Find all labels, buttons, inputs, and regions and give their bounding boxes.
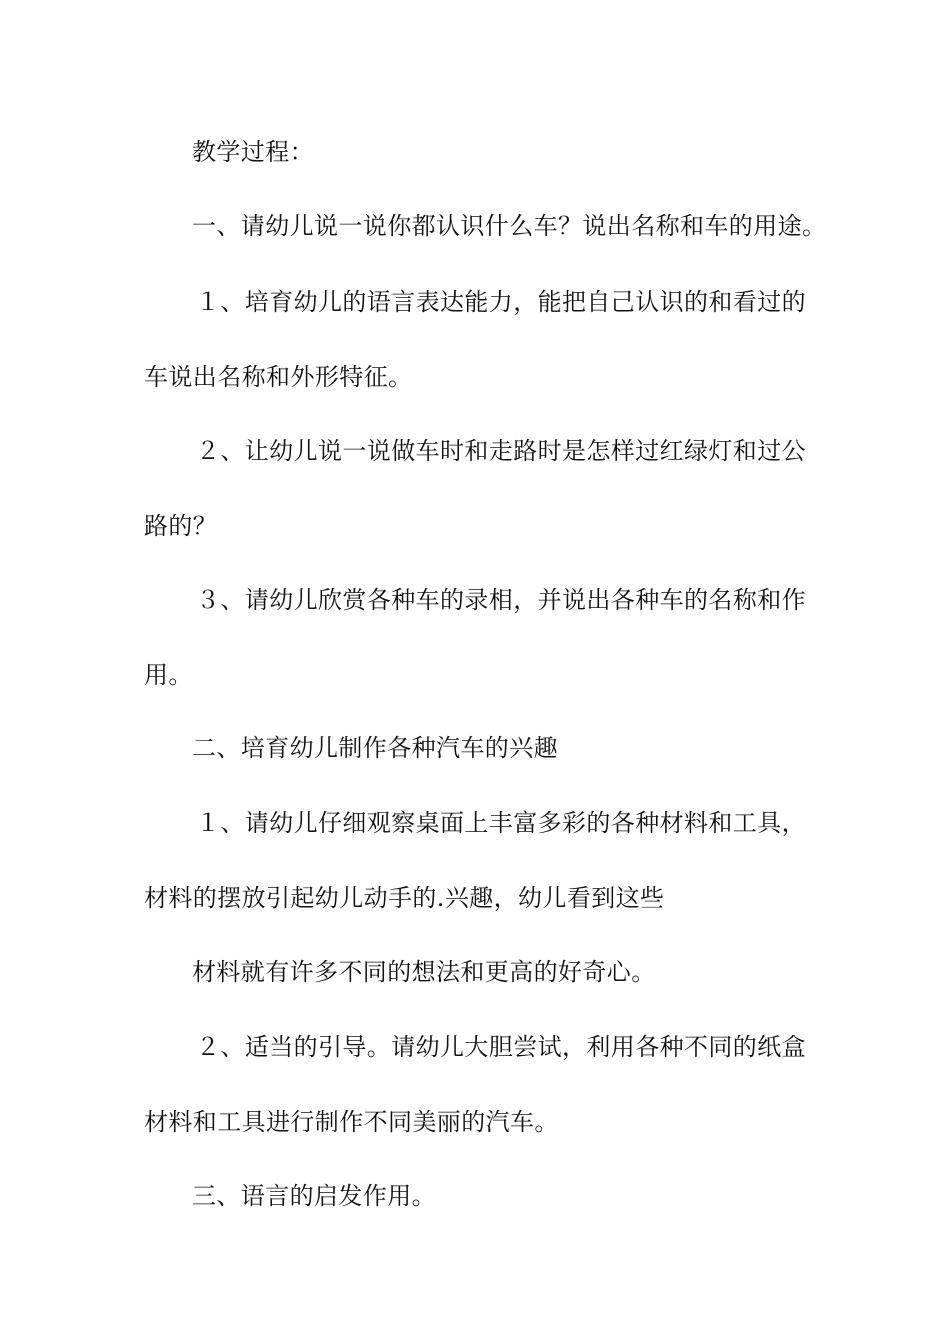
section-three-heading: 三、语言的启发作用。 (192, 1182, 436, 1210)
paragraph-line: 材料就有许多不同的想法和更高的好奇心。 (192, 958, 656, 986)
section-heading-teaching-process: 教学过程： (192, 138, 314, 166)
paragraph-line: 车说出名称和外形特征。 (144, 363, 413, 391)
paragraph-line: １、培育幼儿的语言表达能力，能把自己认识的和看过的 (196, 288, 806, 316)
paragraph-line: 材料和工具进行制作不同美丽的汽车。 (144, 1108, 559, 1136)
paragraph-line: ３、请幼儿欣赏各种车的录相，并说出各种车的名称和作 (196, 586, 806, 614)
section-two-heading: 二、培育幼儿制作各种汽车的兴趣 (192, 734, 558, 762)
paragraph-line: ２、让幼儿说一说做车时和走路时是怎样过红绿灯和过公 (196, 437, 806, 465)
paragraph-line: １、请幼儿仔细观察桌面上丰富多彩的各种材料和工具， (196, 809, 806, 837)
section-one-heading: 一、请幼儿说一说你都认识什么车？说出名称和车的用途。 (192, 212, 827, 240)
paragraph-line: ２、适当的引导。请幼儿大胆尝试，利用各种不同的纸盒 (196, 1033, 806, 1061)
paragraph-line: 材料的摆放引起幼儿动手的.兴趣，幼儿看到这些 (144, 884, 665, 912)
paragraph-line: 路的？ (144, 512, 218, 540)
paragraph-line: 用。 (144, 661, 193, 689)
